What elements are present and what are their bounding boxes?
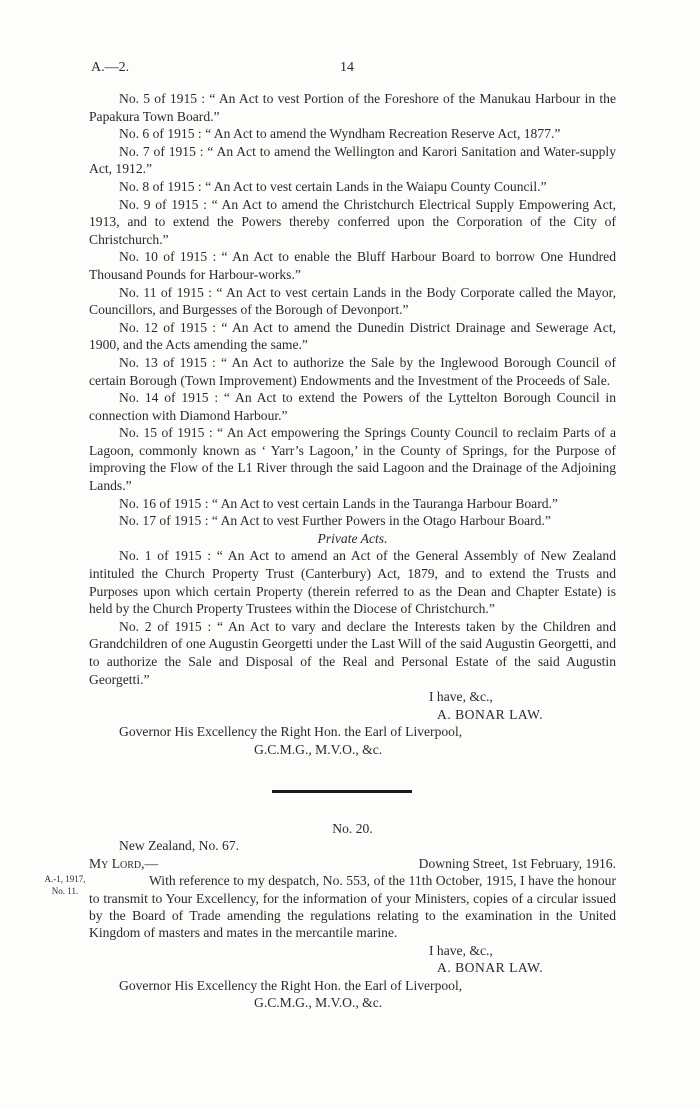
margin-reference: A.-1, 1917, No. 11. (44, 874, 86, 896)
despatch-body: With reference to my despatch, No. 553, of the 11th October, 1915, I have the honour to transmit to Your Excellency, for the information of your Ministers, copies of a circular issued by the Board of Trade amending the regulations relating to the examination in the United Kingdom of masters and mates in the mercantile marine. (89, 873, 616, 941)
despatch-number: No. 20. (332, 821, 373, 836)
act-paragraph: No. 11 of 1915 : “ An Act to vest certain Lands in the Body Corporate called the Mayor, Councillors, and Burgesses of the Borough of Devonport.” (89, 284, 616, 318)
signature: A. BONAR LAW. (437, 960, 544, 976)
signature: A. BONAR LAW. (437, 706, 544, 722)
act-paragraph: No. 8 of 1915 : “ An Act to vest certain Lands in the Waiapu County Council.” (119, 178, 547, 194)
act-paragraph: No. 5 of 1915 : “ An Act to vest Portion of the Foreshore of the Manukau Harbour in the Papakura Town Board.” (89, 91, 616, 124)
act-paragraph: No. 9 of 1915 : “ An Act to amend the Christchurch Electrical Supply Empowering Act, 1913, and to extend the Powers thereby conferred upon the Corporation of the City of Christchurch.” (89, 196, 616, 247)
addressee-honours: G.C.M.G., M.V.O., &c. (254, 741, 383, 757)
addressee-line: Governor His Excellency the Right Hon. the Earl of Liverpool, (119, 724, 463, 740)
act-paragraph: No. 16 of 1915 : “ An Act to vest certain Lands in the Tauranga Harbour Board.” (119, 495, 558, 511)
private-acts-heading: Private Acts. (317, 530, 388, 546)
act-paragraph: No. 17 of 1915 : “ An Act to vest Further Powers in the Otago Harbour Board.” (119, 513, 551, 529)
addressee-honours: G.C.M.G., M.V.O., &c. (254, 995, 383, 1011)
despatch-section (89, 820, 616, 1011)
act-paragraph: No. 13 of 1915 : “ An Act to authorize the Sale by the Inglewood Borough Council of certain Borough (Town Improvement) Endowments and the Investment of the Proceeds of Sale. (89, 354, 616, 388)
act-paragraph: No. 12 of 1915 : “ An Act to amend the Dunedin District Drainage and Sewerage Act, 1900, and the Acts amending the same.” (89, 319, 616, 353)
acts-list (89, 90, 616, 759)
act-paragraph: No. 15 of 1915 : “ An Act empowering the Springs County Council to reclaim Parts of a Lagoon, commonly known as ‘ Yarr’s Lagoon,’ in the County of Springs, for the Purpose of improving the Flow of the L1 River through the said Lagoon and the Drainage of the Adjoining Lands.” (89, 425, 616, 494)
closing-have: I have, &c., (429, 689, 493, 705)
act-paragraph: No. 2 of 1915 : “ An Act to vary and declare the Interests taken by the Children and Grandchildren of one Augustin Georgetti under the Last Will of the said Augustin Georgetti, and to authorize the Sale and Disposal of the Real and Personal Estate of the said Augustin Georgetti.” (89, 618, 616, 687)
act-paragraph: No. 10 of 1915 : “ An Act to enable the Bluff Harbour Board to borrow One Hundred Thousand Pounds for Harbour-works.” (89, 249, 616, 282)
act-paragraph: No. 14 of 1915 : “ An Act to extend the Powers of the Lyttelton Borough Council in connection with Diamond Harbour.” (89, 390, 616, 423)
closing-have: I have, &c., (429, 942, 493, 958)
addressee-line: Governor His Excellency the Right Hon. the Earl of Liverpool, (119, 977, 463, 993)
salutation: My Lord,— (89, 855, 159, 871)
act-paragraph: No. 6 of 1915 : “ An Act to amend the Wyndham Recreation Reserve Act, 1877.” (119, 126, 561, 142)
place-date: Downing Street, 1st February, 1916. (418, 855, 616, 871)
page-number: 14 (340, 60, 354, 75)
despatch-origin: New Zealand, No. 67. (119, 838, 240, 854)
document-reference: A.—2. (91, 60, 130, 75)
act-paragraph: No. 1 of 1915 : “ An Act to amend an Act of the General Assembly of New Zealand intituled the Church Property Trust (Canterbury) Act, 1879, and to extend the Trusts and Purposes upon which certain Property (therein referred to as the Dean and Chapter Estate) is held by the Church Property Trustees within the Diocese of Christchurch.” (89, 548, 616, 617)
act-paragraph: No. 7 of 1915 : “ An Act to amend the Wellington and Karori Sanitation and Water-supply Act, 1912.” (89, 143, 616, 177)
section-divider (272, 790, 412, 793)
